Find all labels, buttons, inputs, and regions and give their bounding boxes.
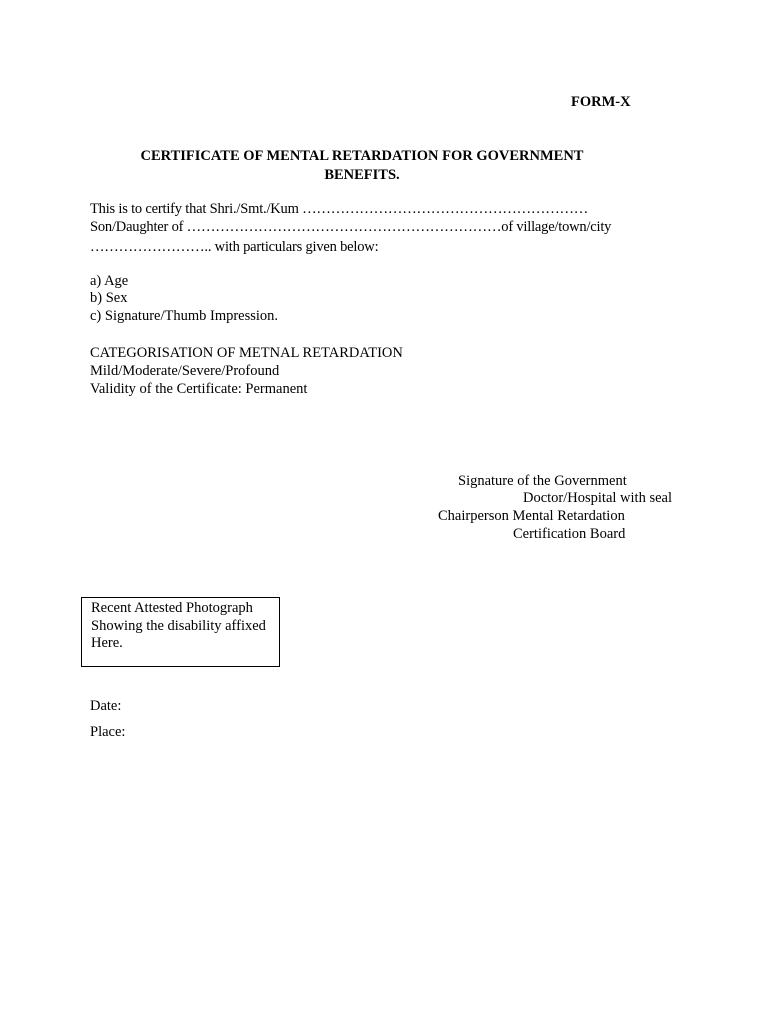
date-label: Date: (90, 698, 122, 714)
photo-box-line-3: Here. (91, 635, 123, 651)
place-label: Place: (90, 724, 126, 740)
title-line-2: BENEFITS. (324, 167, 400, 183)
certificate-validity: Validity of the Certificate: Permanent (90, 381, 308, 397)
signature-line-2: Doctor/Hospital with seal (523, 490, 673, 506)
photo-box-line-1: Recent Attested Photograph (91, 600, 253, 616)
photograph-box (81, 597, 280, 667)
particular-signature: c) Signature/Thumb Impression. (90, 308, 279, 324)
title-line-1: CERTIFICATE OF MENTAL RETARDATION FOR GOVERNMENT (140, 148, 584, 164)
signature-line-4: Certification Board (513, 526, 626, 542)
certify-line-2: Son/Daughter of …………………………………………………………of village/town/city (90, 219, 612, 235)
signature-line-3: Chairperson Mental Retardation (438, 508, 625, 524)
signature-line-1: Signature of the Government (458, 473, 627, 489)
particular-age: a) Age (90, 273, 129, 289)
form-number: FORM-X (571, 94, 631, 110)
certificate-title (90, 147, 634, 185)
particular-sex: b) Sex (90, 290, 128, 306)
categorisation-levels: Mild/Moderate/Severe/Profound (90, 363, 280, 379)
photo-box-line-2: Showing the disability affixed (91, 618, 266, 634)
categorisation-heading: CATEGORISATION OF METNAL RETARDATION (90, 345, 403, 361)
certify-line-3: …………………….. with particulars given below: (90, 239, 379, 255)
certify-line-1: This is to certify that Shri./Smt./Kum …………………………………………………… (90, 201, 589, 217)
